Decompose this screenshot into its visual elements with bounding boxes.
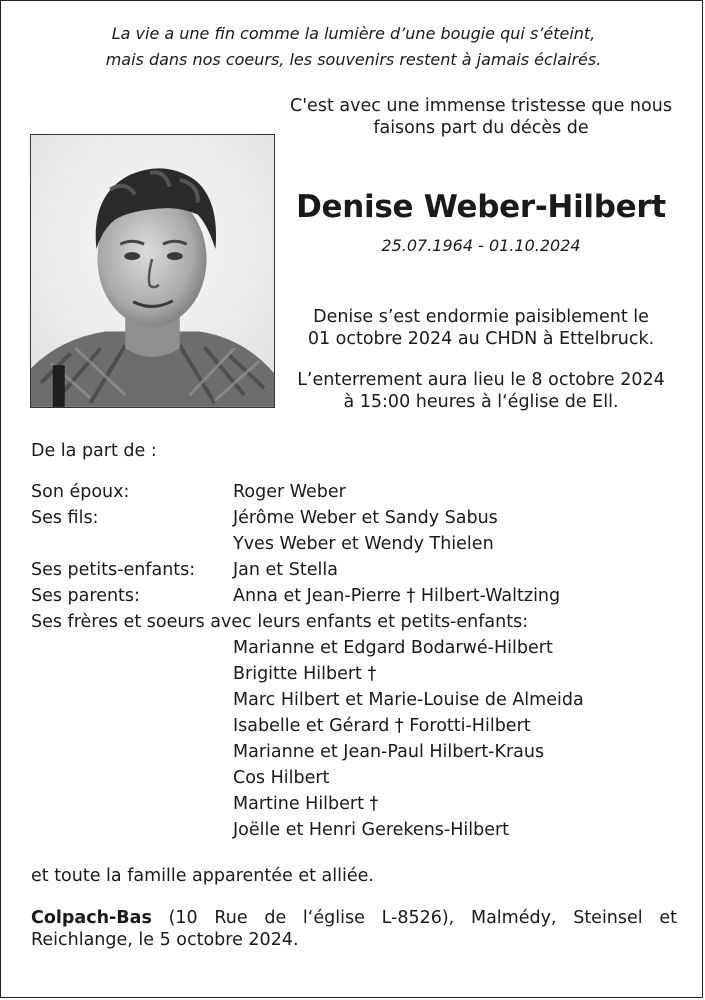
deceased-name: Denise Weber-Hilbert [296,189,666,225]
portrait-illustration [31,135,274,407]
relative-label: Ses petits-enfants: [31,560,196,580]
relative-names: Roger Weber [233,482,346,502]
relative-names: Martine Hilbert † [233,794,379,814]
relative-row [31,609,681,635]
relative-label: Son époux: [31,482,130,502]
intro-text [276,95,686,139]
relative-names: Marc Hilbert et Marie-Louise de Almeida [233,690,584,710]
intro-line-2: faisons part du décès de [373,118,589,138]
relative-row [31,687,681,713]
from-label: De la part de : [31,441,157,461]
relative-names: Yves Weber et Wendy Thielen [233,534,494,554]
passing-notice [281,306,681,350]
relative-row [31,765,681,791]
relative-names: Cos Hilbert [233,768,330,788]
opening-quote [31,21,676,73]
passing-line-1: Denise s’est endormie paisiblement le [313,307,649,327]
relative-row [31,583,681,609]
relative-names: Anna et Jean-Pierre † Hilbert-Waltzing [233,586,561,606]
passing-line-2: 01 octobre 2024 au CHDN à Ettelbruck. [307,329,655,349]
funeral-notice [281,369,681,413]
relative-label: Ses fils: [31,508,99,528]
relative-row [31,635,681,661]
portrait-photo [30,134,275,408]
funeral-line-1: L’enterrement aura lieu le 8 octobre 2024 [297,370,665,390]
relative-names: Joëlle et Henri Gerekens-Hilbert [233,820,510,840]
relative-row [31,713,681,739]
relative-row [31,739,681,765]
funeral-line-2: à 15:00 heures à l‘église de Ell. [343,392,619,412]
relative-row [31,791,681,817]
relative-names: Marianne et Jean-Paul Hilbert-Kraus [233,742,545,762]
place-bold: Colpach-Bas [31,908,152,928]
closing-place-date [31,907,677,951]
life-dates: 25.07.1964 - 01.10.2024 [381,236,581,255]
relative-row [31,661,681,687]
relative-row [31,531,681,557]
relative-row [31,817,681,843]
relative-row [31,479,681,505]
relative-label: Ses parents: [31,586,140,606]
intro-line-1: C'est avec une immense tristesse que nous [290,96,672,116]
family-line: et toute la famille apparentée et alliée. [31,866,374,886]
quote-line-2: mais dans nos coeurs, les souvenirs restent à jamais éclairés. [105,50,602,69]
relative-names: Marianne et Edgard Bodarwé-Hilbert [233,638,553,658]
relative-row [31,557,681,583]
relative-row [31,505,681,531]
place-rest: (10 Rue de l‘église L-8526), Malmédy, Steinsel et Reichlange, le 5 octobre 2024. [31,908,677,950]
relative-names: Jan et Stella [233,560,338,580]
relative-label: Ses frères et soeurs avec leurs enfants et petits-enfants: [31,612,529,632]
quote-line-1: La vie a une fin comme la lumière d’une bougie qui s’éteint, [111,24,596,43]
relative-names: Jérôme Weber et Sandy Sabus [233,508,498,528]
relative-names: Brigitte Hilbert † [233,664,377,684]
relative-names: Isabelle et Gérard † Forotti-Hilbert [233,716,531,736]
